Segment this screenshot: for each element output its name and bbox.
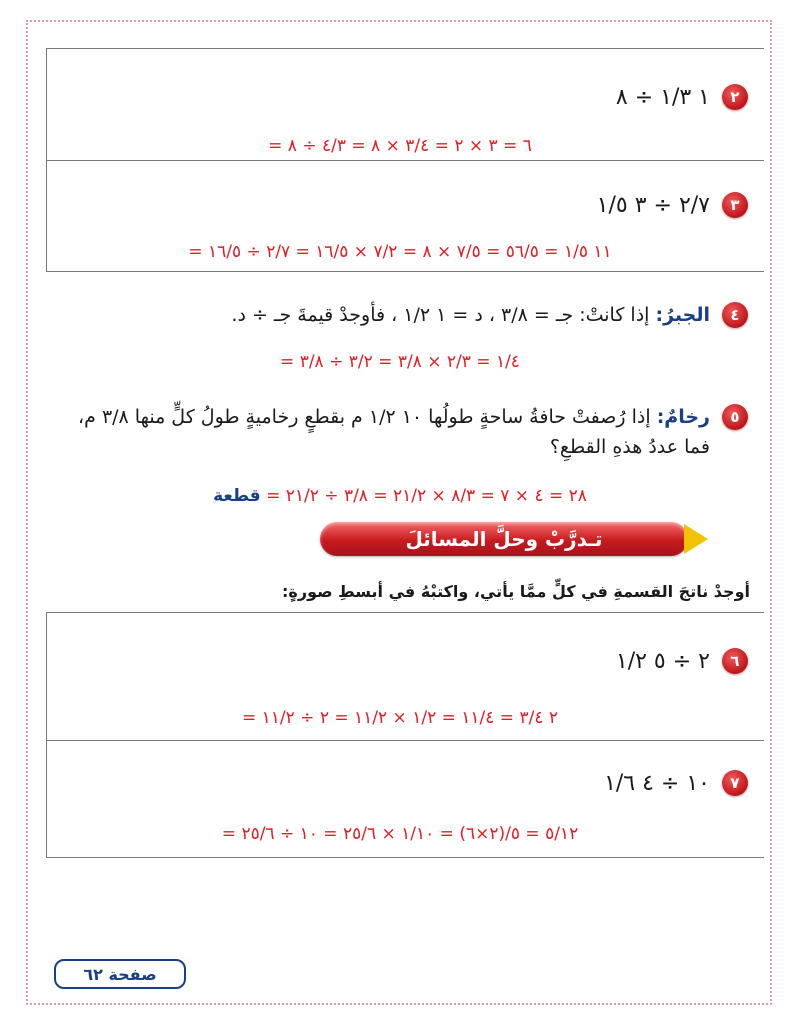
answer-5: [0, 486, 800, 506]
page-number-tag: صفحة ٦٢: [54, 959, 186, 989]
problem-4: [231, 300, 748, 330]
problem-5: [78, 402, 748, 462]
exercise-divider: [46, 740, 764, 741]
problem-expression: ١٠ ÷ ٤ ١/٦: [604, 770, 710, 796]
problem-question-line-2: فما عددُ هذهِ القطعِ؟: [549, 436, 710, 458]
problem-label: رخامٌ:: [656, 406, 710, 428]
problem-2: [616, 84, 748, 110]
answer-2: ٦ = ٣ × ٢ = ٣/٤ × ٨ = ٤/٣ ÷ ٨ =: [268, 136, 532, 156]
problem-number-badge: ٤: [722, 302, 748, 328]
section-instructions: أوجدْ ناتجَ القسمةِ في كلٍّ ممَّا يأتي، واكتبْهُ في أبسطِ صورةٍ:: [282, 582, 750, 601]
problem-number-badge: ٣: [722, 192, 748, 218]
banner-arrow-icon: [684, 524, 708, 554]
problem-expression: ٢ ÷ ٥ ١/٢: [615, 648, 710, 674]
answer-7: ٥/١٢ = ٥/(٢×٦) = ١/١٠ × ٢٥/٦ = ١٠ ÷ ٢٥/٦ =: [221, 824, 579, 844]
section-banner: [320, 522, 710, 556]
answer-6: ٢ ٣/٤ = ١١/٤ = ١/٢ × ١١/٢ = ٢ ÷ ١١/٢ =: [241, 708, 559, 728]
problem-6: [616, 648, 748, 674]
answer-3: ١١ ١/٥ = ٥٦/٥ = ٧/٥ × ٨ = ٧/٢ × ١٦/٥ = ٢/٧ ÷ ١٦/٥ =: [188, 242, 612, 262]
answer-4: ١/٤ = ٢/٣ × ٣/٨ = ٣/٢ ÷ ٣/٨ =: [280, 352, 520, 372]
problem-number-badge: ٦: [722, 648, 748, 674]
problem-3: [597, 192, 748, 218]
problem-expression: ٢/٧ ÷ ٣ ١/٥: [596, 192, 710, 218]
problem-7: [604, 770, 748, 796]
problem-expression: ١ ١/٣ ÷ ٨: [615, 84, 710, 110]
problem-label: الجبرُ:: [655, 304, 710, 326]
problem-number-badge: ٢: [722, 84, 748, 110]
exercise-divider: [46, 160, 764, 161]
problem-question-line-1: إذا رُصفتْ حافةُ ساحةٍ طولُها ١٠ ١/٢ م بقطعٍ رخاميةٍ طولُ كلٍّ منها ٣/٨ م،: [78, 406, 651, 428]
problem-question: إذا كانتْ: جـ = ٣/٨ ، د = ١ ١/٢ ، فأوجدْ قيمةَ جـ ÷ د.: [231, 304, 650, 326]
problem-number-badge: ٧: [722, 770, 748, 796]
section-title: تـدرَّبْ وحلَّ المسائلَ: [320, 522, 688, 556]
answer-unit: قطعة: [213, 486, 261, 506]
answer-expression: ٢٨ = ٤ × ٧ = ٨/٣ × ٢١/٢ = ٣/٨ ÷ ٢١/٢ =: [266, 486, 587, 506]
problem-number-badge: ٥: [722, 404, 748, 430]
